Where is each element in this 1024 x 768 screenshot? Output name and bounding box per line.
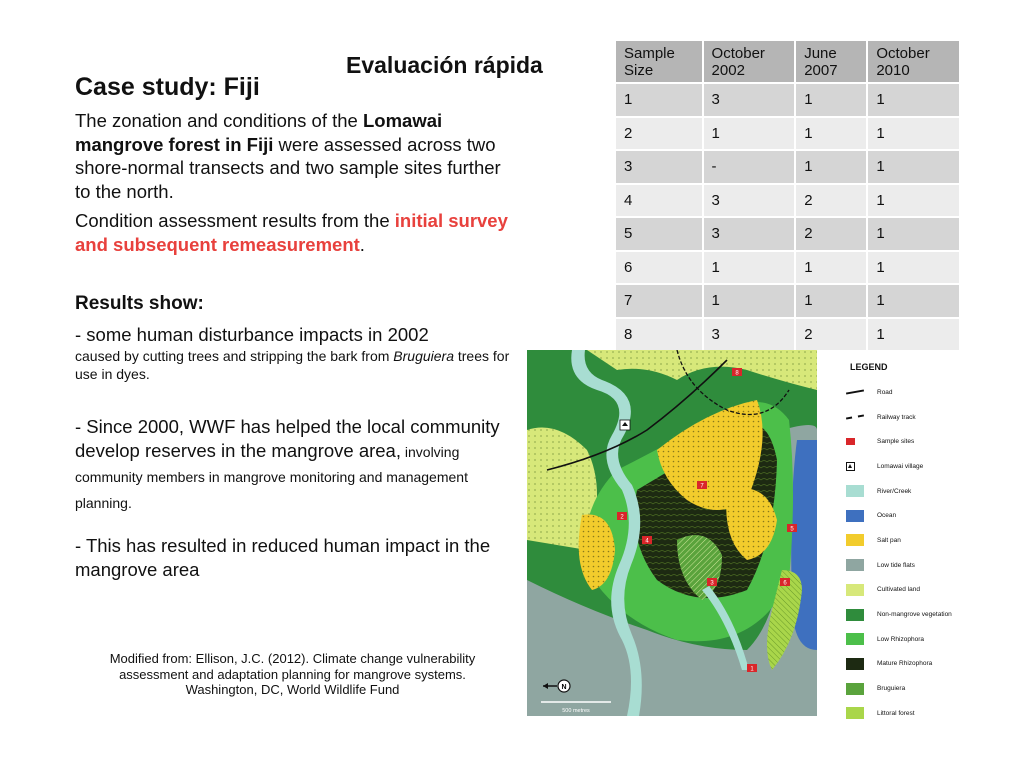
legend-swatch <box>846 707 864 719</box>
table-cell: 2 <box>616 117 703 151</box>
intro-bold-location: Lomawai mangrove forest in Fiji <box>75 110 443 155</box>
legend-label: Ocean <box>877 512 897 520</box>
condition-text-2: . <box>359 233 365 255</box>
table-cell: 1 <box>867 217 959 251</box>
sample-site-marker <box>707 578 717 587</box>
legend-swatch <box>846 414 864 419</box>
legend-item <box>846 528 1016 553</box>
legend-swatch <box>846 510 864 522</box>
table-header-cell: October 2002 <box>703 41 796 83</box>
legend-swatch <box>846 462 855 471</box>
table-row <box>616 217 959 251</box>
result-bullet-1 <box>75 323 525 383</box>
legend-item <box>846 652 1016 677</box>
legend-label: Road <box>877 388 893 396</box>
legend-swatch <box>846 658 864 670</box>
table-cell: 1 <box>795 150 867 184</box>
result-bullet-3: - This has resulted in reduced human impact in the mangrove area <box>75 535 491 580</box>
table-cell: 3 <box>616 150 703 184</box>
slide-header-title: Evaluación rápida <box>346 52 543 78</box>
sample-site-marker <box>747 664 757 673</box>
legend-title: LEGEND <box>850 362 888 372</box>
table-cell: 1 <box>795 284 867 318</box>
sample-site-label: 5 <box>790 526 794 533</box>
legend-item <box>846 578 1016 603</box>
legend-label: Railway track <box>877 413 916 421</box>
case-study-title: Case study: Fiji <box>75 73 260 101</box>
sample-site-label: 6 <box>783 580 787 587</box>
table-cell: 1 <box>795 117 867 151</box>
table-cell: 1 <box>867 318 959 351</box>
legend-item <box>846 627 1016 652</box>
table-cell: 1 <box>867 284 959 318</box>
table-row <box>616 251 959 285</box>
legend-swatch <box>846 609 864 621</box>
table-cell: 1 <box>867 150 959 184</box>
sample-site-marker <box>732 368 742 377</box>
legend-swatch <box>846 633 864 645</box>
legend-label: Lomawai village <box>877 462 924 470</box>
legend-swatch <box>846 438 855 445</box>
table-cell: 1 <box>703 284 796 318</box>
table-cell: 3 <box>703 184 796 218</box>
legend-label: Low tide flats <box>877 561 915 569</box>
legend-label: Sample sites <box>877 438 915 446</box>
sample-site-marker <box>780 578 790 587</box>
table-cell: 4 <box>616 184 703 218</box>
table-header-cell: October 2010 <box>867 41 959 83</box>
intro-text-1: The zonation and conditions of the <box>75 110 363 131</box>
legend-swatch <box>846 559 864 571</box>
sample-site-marker <box>642 536 652 545</box>
legend-item <box>846 479 1016 504</box>
scale-bar-label: 500 metres <box>562 708 590 714</box>
bullet-1-detail-text-1: caused by cutting trees and stripping the bark from <box>75 347 394 364</box>
table-row <box>616 117 959 151</box>
sample-site-marker <box>617 512 627 521</box>
sample-results-table <box>616 41 959 350</box>
table-header-cell: June 2007 <box>795 41 867 83</box>
sample-site-label: 1 <box>750 666 754 673</box>
sample-site-marker <box>697 481 707 490</box>
sample-site-label: 7 <box>700 483 704 490</box>
legend-swatch <box>846 485 864 497</box>
sample-site-label: 3 <box>710 580 714 587</box>
bullet-2-detail: involving community members in mangrove monitoring and management planning. <box>75 443 468 511</box>
table-cell: 3 <box>703 217 796 251</box>
legend-item <box>846 405 1016 430</box>
table-cell: 1 <box>616 83 703 117</box>
table-cell: 1 <box>867 117 959 151</box>
result-bullet-2 <box>75 415 525 515</box>
legend-label: Littoral forest <box>877 709 915 717</box>
table-row <box>616 284 959 318</box>
village-marker-icon <box>620 420 630 430</box>
bullet-1-species: Bruguiera <box>393 347 454 364</box>
table-row <box>616 184 959 218</box>
legend-item <box>846 380 1016 405</box>
table-row <box>616 150 959 184</box>
condition-text-1: Condition assessment results from the <box>75 210 395 231</box>
legend-swatch <box>846 534 864 546</box>
condition-highlight: initial survey and subsequent remeasurement <box>75 210 508 255</box>
legend-items <box>846 380 1016 726</box>
table-header-cell: Sample Size <box>616 41 703 83</box>
table-header-row <box>616 41 959 83</box>
mangrove-zonation-map <box>527 350 817 716</box>
citation: Modified from: Ellison, J.C. (2012). Climate change vulnerability assessment and adaptation planning for mangrove systems. Washington, DC, World Wildlife Fund <box>109 651 476 697</box>
legend-item <box>846 701 1016 726</box>
legend-label: Low Rhizophora <box>877 635 924 643</box>
table-cell: 1 <box>795 83 867 117</box>
sample-site-label: 4 <box>645 538 649 545</box>
table-cell: 1 <box>703 117 796 151</box>
table-cell: 8 <box>616 318 703 351</box>
legend-item <box>846 553 1016 578</box>
bullet-1-main: - some human disturbance impacts in 2002 <box>75 324 429 345</box>
table-cell: 1 <box>867 251 959 285</box>
legend-item <box>846 602 1016 627</box>
bullet-2-main: - Since 2000, WWF has helped the local community develop reserves in the mangrove area, <box>75 416 500 461</box>
table-cell: 5 <box>616 217 703 251</box>
legend-label: Mature Rhizophora <box>877 660 933 668</box>
legend-item <box>846 454 1016 479</box>
legend-label: Bruguiera <box>877 685 906 693</box>
table-cell: 2 <box>795 217 867 251</box>
legend-item <box>846 429 1016 454</box>
bullet-1-detail-text-2: trees for use in dyes. <box>75 347 510 382</box>
bullet-1-detail <box>75 347 525 383</box>
legend-label: Salt pan <box>877 536 901 544</box>
legend-swatch <box>846 683 864 695</box>
intro-text-2: were assessed across two shore-normal transects and two sample sites further to the north. <box>75 133 501 202</box>
table-row <box>616 318 959 351</box>
table-cell: 2 <box>795 184 867 218</box>
table-cell: 1 <box>867 83 959 117</box>
legend-label: River/Creek <box>877 487 912 495</box>
map-legend <box>846 358 1016 726</box>
table-cell: 2 <box>795 318 867 351</box>
table-cell: 1 <box>703 251 796 285</box>
table-cell: 3 <box>703 83 796 117</box>
table-cell: 1 <box>867 184 959 218</box>
table-cell: 6 <box>616 251 703 285</box>
table-cell: - <box>703 150 796 184</box>
table-cell: 3 <box>703 318 796 351</box>
condition-paragraph <box>75 209 520 256</box>
table-cell: 7 <box>616 284 703 318</box>
table-row <box>616 83 959 117</box>
legend-item <box>846 503 1016 528</box>
sample-site-label: 2 <box>620 514 624 521</box>
legend-swatch <box>846 390 864 395</box>
legend-swatch <box>846 584 864 596</box>
sample-site-marker <box>787 524 797 533</box>
results-heading: Results show: <box>75 293 204 314</box>
legend-item <box>846 676 1016 701</box>
north-label: N <box>561 684 567 691</box>
legend-label: Non-mangrove vegetation <box>877 611 952 619</box>
table-cell: 1 <box>795 251 867 285</box>
intro-paragraph <box>75 109 520 203</box>
legend-label: Cultivated land <box>877 586 920 594</box>
sample-site-label: 8 <box>735 370 739 377</box>
